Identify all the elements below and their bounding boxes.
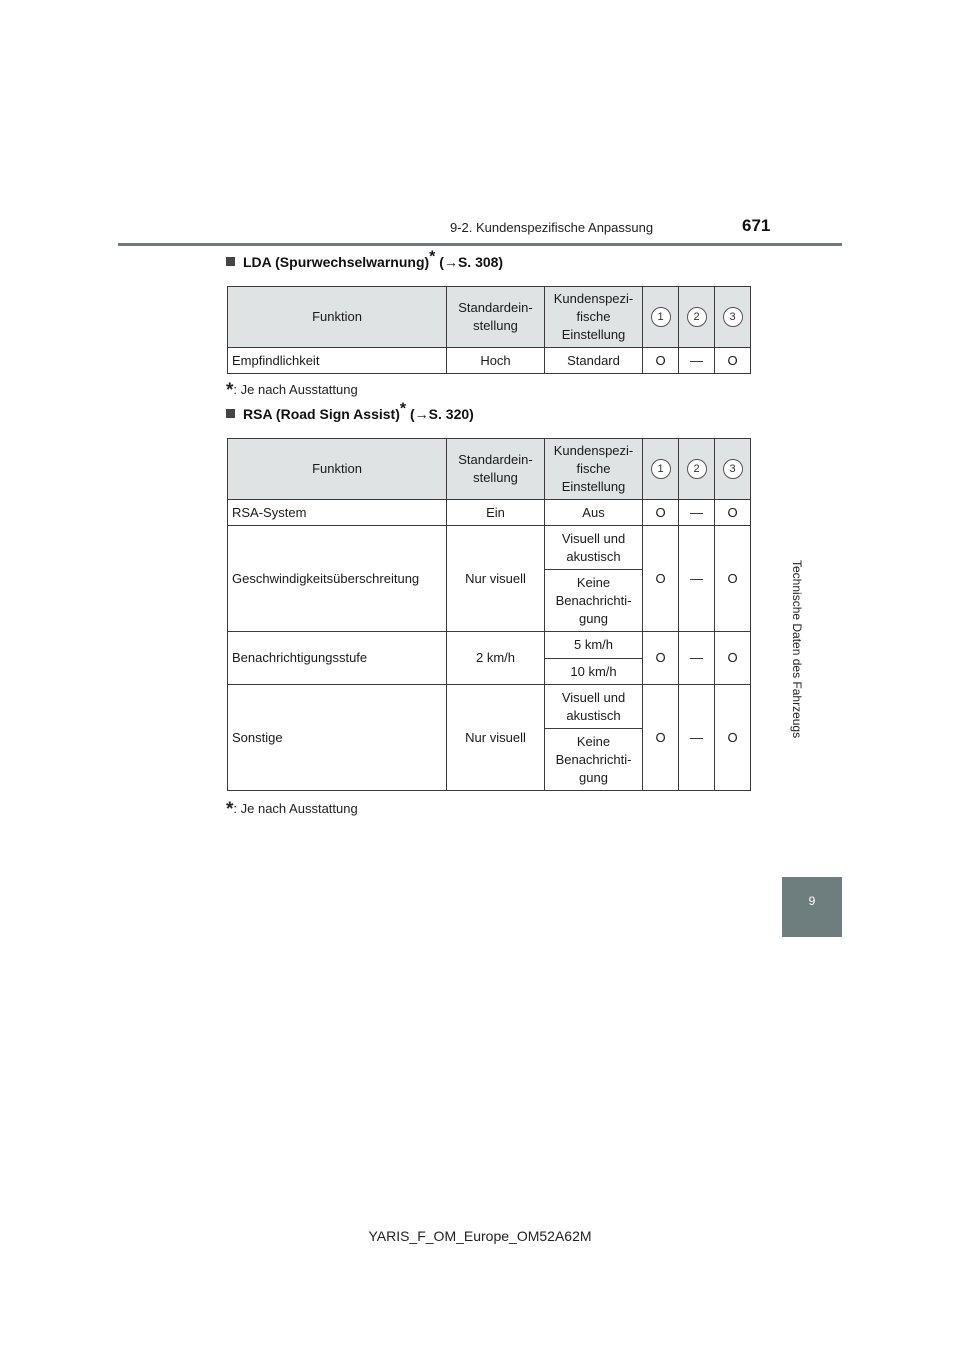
table-row — [228, 526, 751, 570]
col-custom: Kundenspezi-fische Einstellung — [545, 439, 643, 500]
table-row — [228, 685, 751, 729]
circle-3-icon: 3 — [723, 459, 743, 479]
cell-c1: O — [643, 348, 679, 374]
col-function: Funktion — [228, 287, 447, 348]
cell-custom: Standard — [545, 348, 643, 374]
table-row — [228, 500, 751, 526]
cell-custom: 5 km/h — [545, 632, 643, 659]
col-2 — [679, 287, 715, 348]
circle-1-icon: 1 — [651, 459, 671, 479]
col-1 — [643, 287, 679, 348]
col-custom: Kundenspezi-fische Einstellung — [545, 287, 643, 348]
cell-c2: — — [679, 526, 715, 632]
lda-heading — [226, 248, 504, 270]
col-3 — [715, 439, 751, 500]
lda-header-row — [228, 287, 751, 348]
rsa-heading — [226, 400, 474, 422]
col-2 — [679, 439, 715, 500]
rsa-star: * — [399, 400, 407, 418]
cell-c3: O — [715, 348, 751, 374]
col-default: Standardein-stellung — [447, 439, 545, 500]
cell-c3: O — [715, 526, 751, 632]
circle-2-icon: 2 — [687, 459, 707, 479]
col-function: Funktion — [228, 439, 447, 500]
rsa-page-ref[interactable]: (→S. 320) — [410, 406, 474, 422]
cell-c2: — — [679, 500, 715, 526]
document-id: YARIS_F_OM_Europe_OM52A62M — [368, 1228, 592, 1244]
circle-3-icon: 3 — [723, 307, 743, 327]
col-1 — [643, 439, 679, 500]
cell-c1: O — [643, 500, 679, 526]
cell-custom: Keine Benachrichti-gung — [545, 729, 643, 791]
table-row — [228, 348, 751, 374]
cell-custom: Visuell und akustisch — [545, 685, 643, 729]
chapter-side-label: Technische Daten des Fahrzeugs — [790, 560, 804, 739]
rsa-table — [227, 438, 751, 791]
cell-function: RSA-System — [228, 500, 447, 526]
cell-custom: Keine Benachrichti-gung — [545, 570, 643, 632]
table-row — [228, 632, 751, 659]
lda-table — [227, 286, 751, 374]
rsa-title: RSA (Road Sign Assist) — [243, 406, 400, 422]
square-bullet-icon — [226, 257, 235, 266]
lda-page-ref[interactable]: (→S. 308) — [439, 254, 504, 270]
col-3 — [715, 287, 751, 348]
cell-c1: O — [643, 685, 679, 791]
cell-function: Empfindlichkeit — [228, 348, 447, 374]
lda-footnote: *: Je nach Ausstattung — [226, 380, 358, 401]
cell-custom: 10 km/h — [545, 659, 643, 685]
header-divider — [118, 243, 842, 246]
cell-default: Nur visuell — [447, 526, 545, 632]
page-number: 671 — [742, 216, 771, 235]
cell-c2: — — [679, 685, 715, 791]
cell-custom: Visuell und akustisch — [545, 526, 643, 570]
rsa-footnote: *: Je nach Ausstattung — [226, 799, 358, 820]
cell-c3: O — [715, 632, 751, 685]
chapter-number: 9 — [808, 894, 816, 908]
cell-c2: — — [679, 348, 715, 374]
cell-c1: O — [643, 526, 679, 632]
col-default: Standardein-stellung — [447, 287, 545, 348]
square-bullet-icon — [226, 409, 235, 418]
cell-function: Geschwindigkeitsüberschreitung — [228, 526, 447, 632]
cell-c2: — — [679, 632, 715, 685]
rsa-header-row — [228, 439, 751, 500]
cell-default: Ein — [447, 500, 545, 526]
circle-2-icon: 2 — [687, 307, 707, 327]
section-title: 9-2. Kundenspezifische Anpassung — [450, 220, 654, 235]
cell-c1: O — [643, 632, 679, 685]
cell-c3: O — [715, 685, 751, 791]
lda-title: LDA (Spurwechselwarnung) — [243, 254, 430, 270]
cell-c3: O — [715, 500, 751, 526]
circle-1-icon: 1 — [651, 307, 671, 327]
cell-default: 2 km/h — [447, 632, 545, 685]
lda-star: * — [429, 248, 436, 266]
cell-function: Sonstige — [228, 685, 447, 791]
cell-default: Hoch — [447, 348, 545, 374]
cell-custom: Aus — [545, 500, 643, 526]
cell-default: Nur visuell — [447, 685, 545, 791]
cell-function: Benachrichtigungsstufe — [228, 632, 447, 685]
